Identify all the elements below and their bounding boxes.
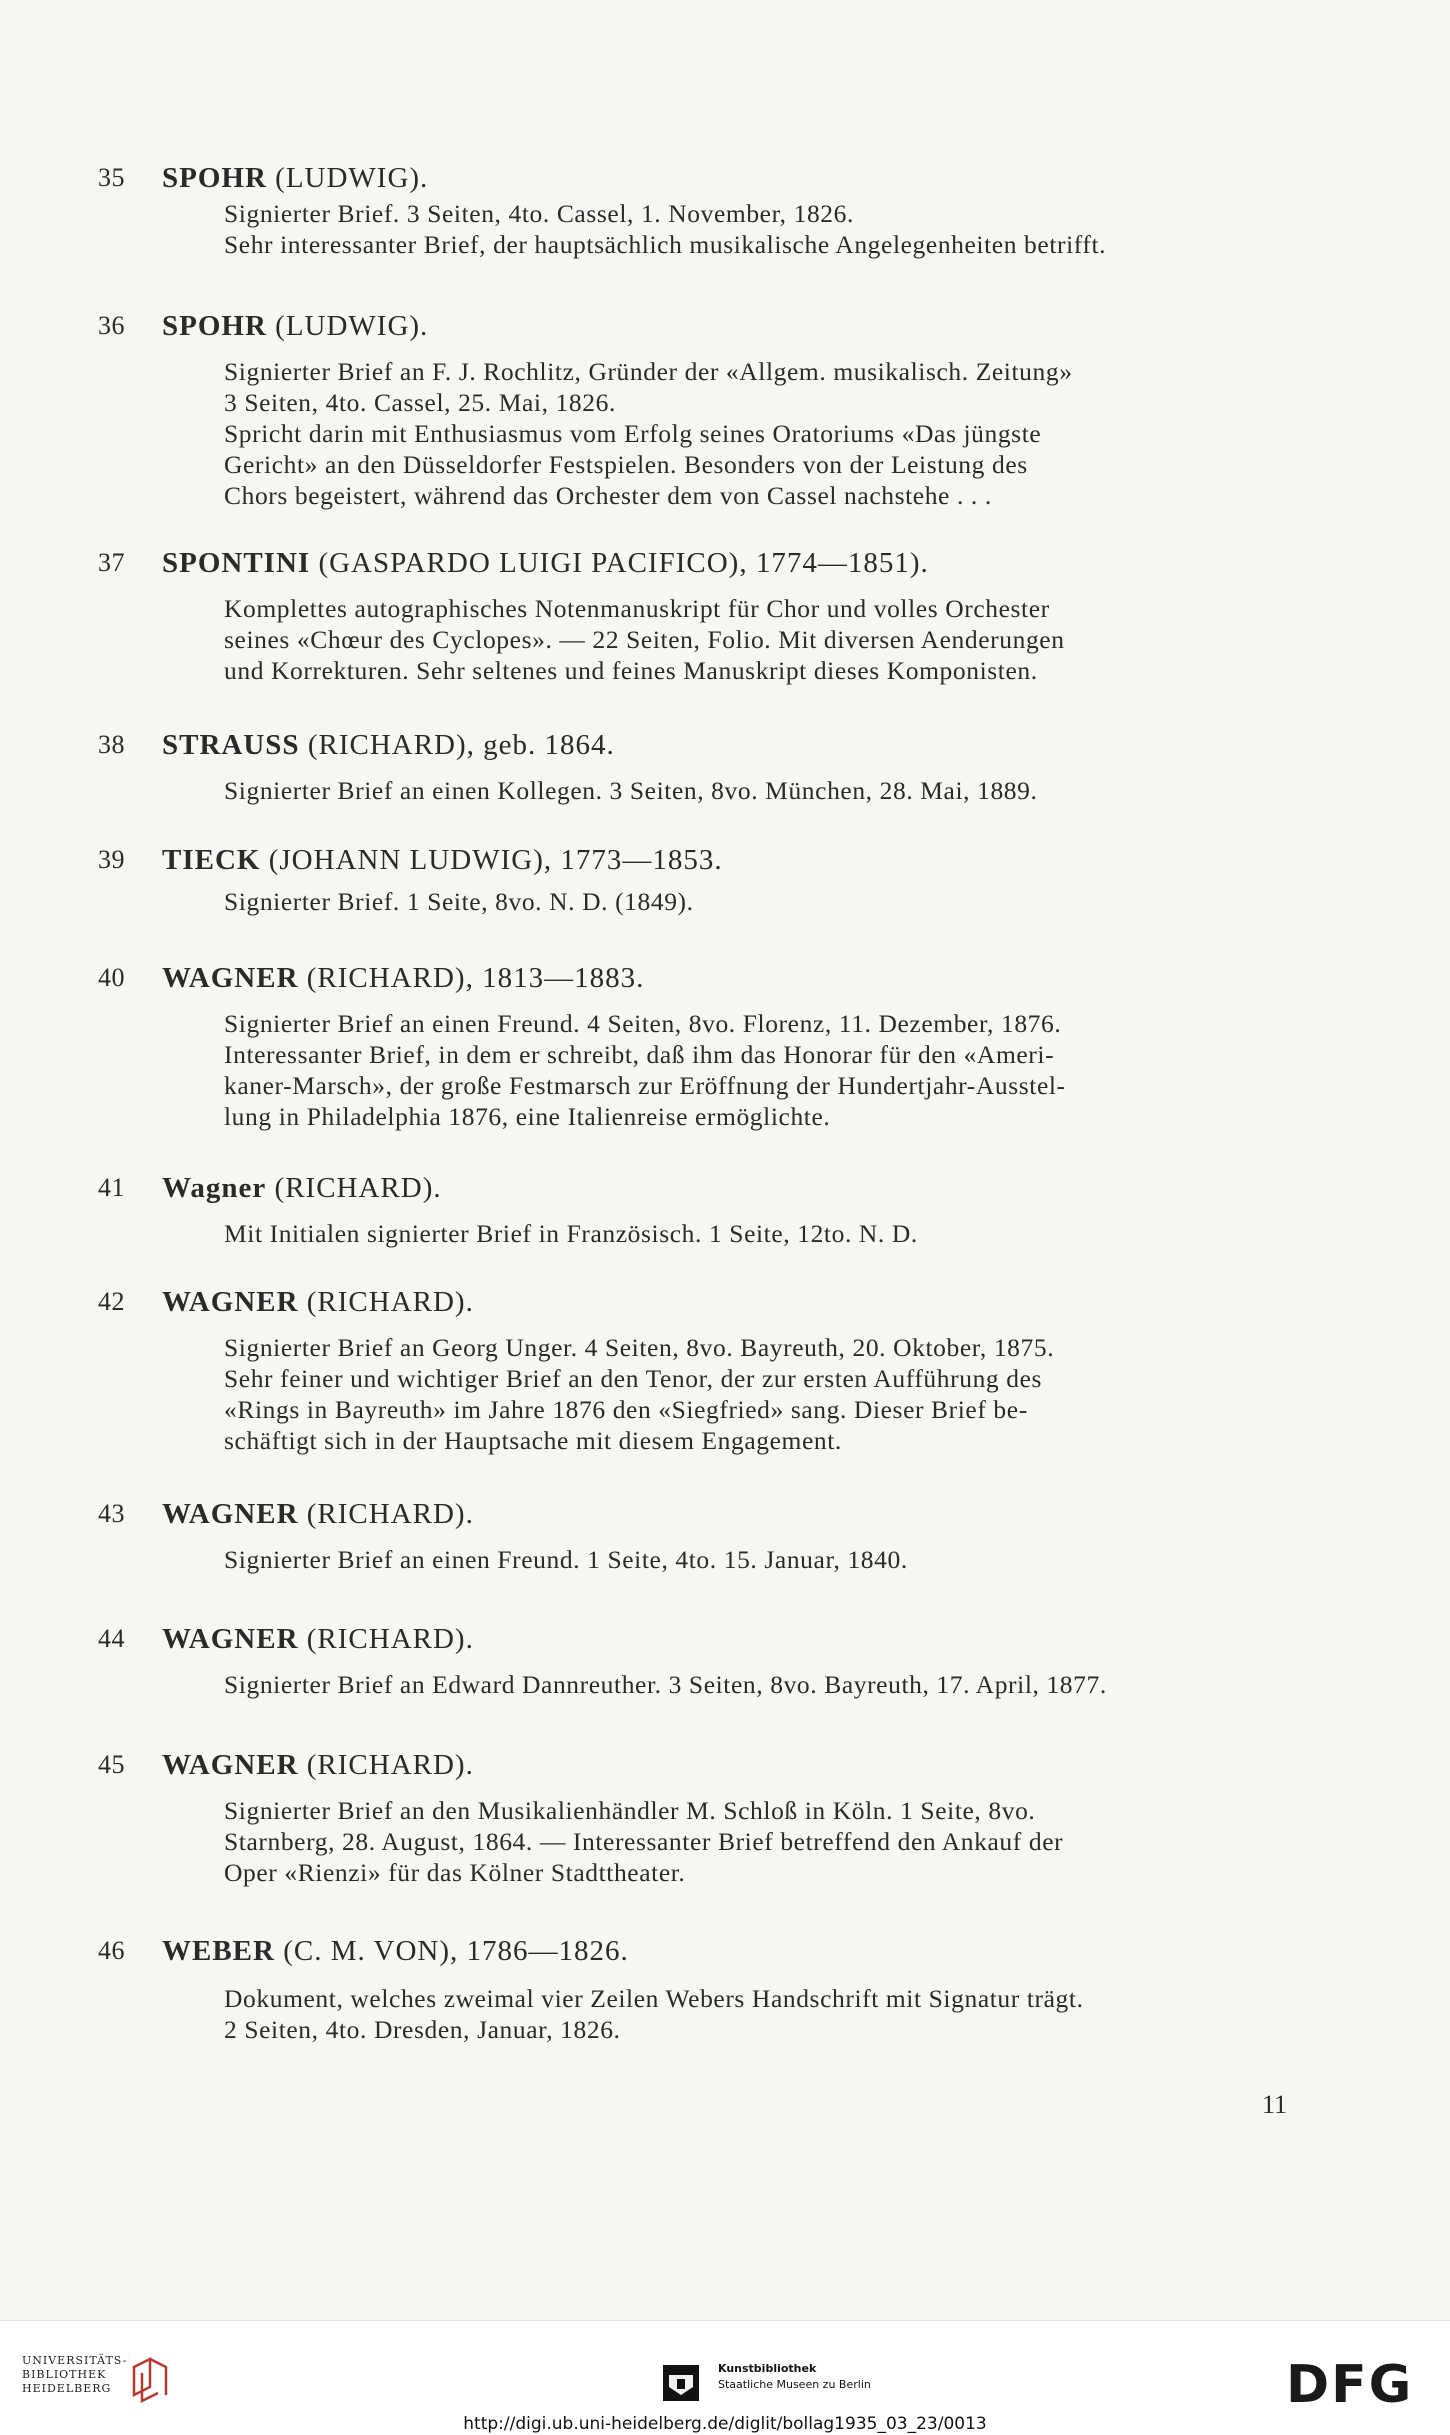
entry-name — [162, 1931, 1290, 1971]
entry-description — [224, 1983, 1300, 2045]
dfg-logo: DFG — [1286, 2355, 1414, 2415]
description-line: Oper «Rienzi» für das Kölner Stadttheater. — [224, 1858, 686, 1887]
entry-number: 41 — [98, 1173, 125, 1202]
entry-surname: SPOHR — [162, 310, 267, 342]
entry-number: 43 — [98, 1499, 125, 1528]
entry-description — [224, 1544, 1300, 1575]
entry-number: 39 — [98, 845, 125, 874]
description-line: Dokument, welches zweimal vier Zeilen Webers Handschrift mit Signatur trägt. — [224, 1984, 1084, 2013]
entry-number: 44 — [98, 1624, 125, 1653]
entry-name-rest: (GASPARDO LUIGI PACIFICO), 1774—1851). — [310, 547, 929, 579]
entry-surname: SPOHR — [162, 162, 267, 194]
description-line: «Rings in Bayreuth» im Jahre 1876 den «Siegfried» sang. Dieser Brief be- — [224, 1395, 1028, 1424]
entry-description — [224, 1332, 1300, 1456]
entry-number: 38 — [98, 730, 125, 759]
entry-number: 37 — [98, 548, 125, 577]
entry-name — [162, 840, 1290, 880]
description-line: Signierter Brief an einen Freund. 4 Seiten, 8vo. Florenz, 11. Dezember, 1876. — [224, 1009, 1062, 1038]
description-line: Mit Initialen signierter Brief in Französisch. 1 Seite, 12to. N. D. — [224, 1219, 918, 1248]
entry-name — [162, 306, 1290, 346]
entry-name-rest: (RICHARD). — [298, 1749, 474, 1781]
description-line: Signierter Brief. 1 Seite, 8vo. N. D. (1849). — [224, 887, 694, 916]
description-line: schäftigt sich in der Hauptsache mit diesem Engagement. — [224, 1426, 842, 1455]
description-line: Starnberg, 28. August, 1864. — Interessanter Brief betreffend den Ankauf der — [224, 1827, 1064, 1856]
description-line: Signierter Brief an F. J. Rochlitz, Gründer der «Allgem. musikalisch. Zeitung» — [224, 357, 1073, 386]
library-logo-icon — [124, 2351, 178, 2405]
kunstbibliothek-subtitle: Staatliche Museen zu Berlin — [718, 2378, 871, 2391]
entry-name — [162, 725, 1290, 765]
description-line: Gericht» an den Düsseldorfer Festspielen. Besonders von der Leistung des — [224, 450, 1028, 479]
entry-surname: WAGNER — [162, 1749, 299, 1781]
entry-name — [162, 1168, 1290, 1208]
description-line: Sehr feiner und wichtiger Brief an den Tenor, der zur ersten Aufführung des — [224, 1364, 1043, 1393]
entry-number: 40 — [98, 963, 125, 992]
entry-name-rest: (RICHARD). — [298, 1286, 474, 1318]
description-line: Komplettes autographisches Notenmanuskript für Chor und volles Orchester — [224, 594, 1050, 623]
entry-surname: WAGNER — [162, 1286, 299, 1318]
description-line: lung in Philadelphia 1876, eine Italienreise ermöglichte. — [224, 1102, 831, 1131]
entry-name — [162, 158, 1290, 198]
footer — [0, 2320, 1450, 2435]
entry-name-rest: (RICHARD), 1813—1883. — [298, 962, 645, 994]
description-line: Sehr interessanter Brief, der hauptsächlich musikalische Angelegenheiten betrifft. — [224, 230, 1107, 259]
description-line: Interessanter Brief, in dem er schreibt, daß ihm das Honorar für den «Ameri- — [224, 1040, 1055, 1069]
description-line: Signierter Brief an einen Kollegen. 3 Seiten, 8vo. München, 28. Mai, 1889. — [224, 776, 1038, 805]
entry-surname: WAGNER — [162, 1623, 299, 1655]
entry-number: 46 — [98, 1936, 125, 1965]
entry-surname: WAGNER — [162, 1498, 299, 1530]
kunstbibliothek-name: Kunstbibliothek — [718, 2362, 817, 2375]
kunstbibliothek-logo-icon — [663, 2365, 699, 2401]
entry-surname: STRAUSS — [162, 729, 300, 761]
description-line: kaner-Marsch», der große Festmarsch zur Eröffnung der Hundertjahr-Ausstel- — [224, 1071, 1066, 1100]
library-name-line: UNIVERSITÄTS- — [22, 2354, 128, 2367]
description-line: Spricht darin mit Enthusiasmus vom Erfolg seines Oratoriums «Das jüngste — [224, 419, 1042, 448]
description-line: und Korrekturen. Sehr seltenes und feines Manuskript dieses Komponisten. — [224, 656, 1038, 685]
entry-description — [224, 1669, 1300, 1700]
entry-name — [162, 958, 1290, 998]
library-name-line: BIBLIOTHEK — [22, 2368, 107, 2381]
entry-description — [224, 593, 1300, 686]
entry-description — [224, 356, 1300, 511]
description-line: Signierter Brief an Georg Unger. 4 Seiten, 8vo. Bayreuth, 20. Oktober, 1875. — [224, 1333, 1055, 1362]
description-line: Chors begeistert, während das Orchester dem von Cassel nachstehe . . . — [224, 481, 992, 510]
entry-name — [162, 543, 1290, 583]
entry-number: 45 — [98, 1750, 125, 1779]
entry-number: 36 — [98, 311, 125, 340]
entry-name — [162, 1282, 1290, 1322]
entry-number: 42 — [98, 1287, 125, 1316]
entry-name-rest: (RICHARD). — [298, 1498, 474, 1530]
entry-name-rest: (LUDWIG). — [266, 162, 429, 194]
description-line: Signierter Brief an Edward Dannreuther. 3 Seiten, 8vo. Bayreuth, 17. April, 1877. — [224, 1670, 1107, 1699]
entry-description — [224, 1795, 1300, 1888]
entry-name — [162, 1619, 1290, 1659]
description-line: Signierter Brief an den Musikalienhändler M. Schloß in Köln. 1 Seite, 8vo. — [224, 1796, 1036, 1825]
entry-name — [162, 1494, 1290, 1534]
entry-description — [224, 198, 1300, 260]
entry-name-rest: (RICHARD). — [298, 1623, 474, 1655]
entry-surname: WEBER — [162, 1935, 275, 1967]
kunstbibliothek-label — [718, 2361, 871, 2393]
entry-name-rest: (C. M. VON), 1786—1826. — [274, 1935, 629, 1967]
entry-description — [224, 886, 1300, 917]
description-line: seines «Chœur des Cyclopes». — 22 Seiten, Folio. Mit diversen Aenderungen — [224, 625, 1065, 654]
description-line: 3 Seiten, 4to. Cassel, 25. Mai, 1826. — [224, 388, 616, 417]
entry-description — [224, 775, 1300, 806]
entry-number: 35 — [98, 163, 125, 192]
library-name-line: HEIDELBERG — [22, 2382, 112, 2395]
source-url-link[interactable]: http://digi.ub.uni-heidelberg.de/diglit/bollag1935_03_23/0013 — [463, 2414, 987, 2434]
description-line: 2 Seiten, 4to. Dresden, Januar, 1826. — [224, 2015, 621, 2044]
entry-surname: TIECK — [162, 844, 261, 876]
library-name — [22, 2354, 127, 2396]
entry-name-rest: (RICHARD). — [266, 1172, 442, 1204]
entry-surname: Wagner — [162, 1172, 267, 1204]
entry-name-rest: (JOHANN LUDWIG), 1773—1853. — [260, 844, 723, 876]
entry-surname: SPONTINI — [162, 547, 311, 579]
entry-name-rest: (RICHARD), geb. 1864. — [299, 729, 615, 761]
page-number: 11 — [1262, 2090, 1288, 2119]
description-line: Signierter Brief. 3 Seiten, 4to. Cassel, 1. November, 1826. — [224, 199, 854, 228]
entry-name-rest: (LUDWIG). — [266, 310, 429, 342]
entry-description — [224, 1008, 1300, 1132]
description-line: Signierter Brief an einen Freund. 1 Seite, 4to. 15. Januar, 1840. — [224, 1545, 908, 1574]
entry-description — [224, 1218, 1300, 1249]
entry-name — [162, 1745, 1290, 1785]
entry-surname: WAGNER — [162, 962, 299, 994]
